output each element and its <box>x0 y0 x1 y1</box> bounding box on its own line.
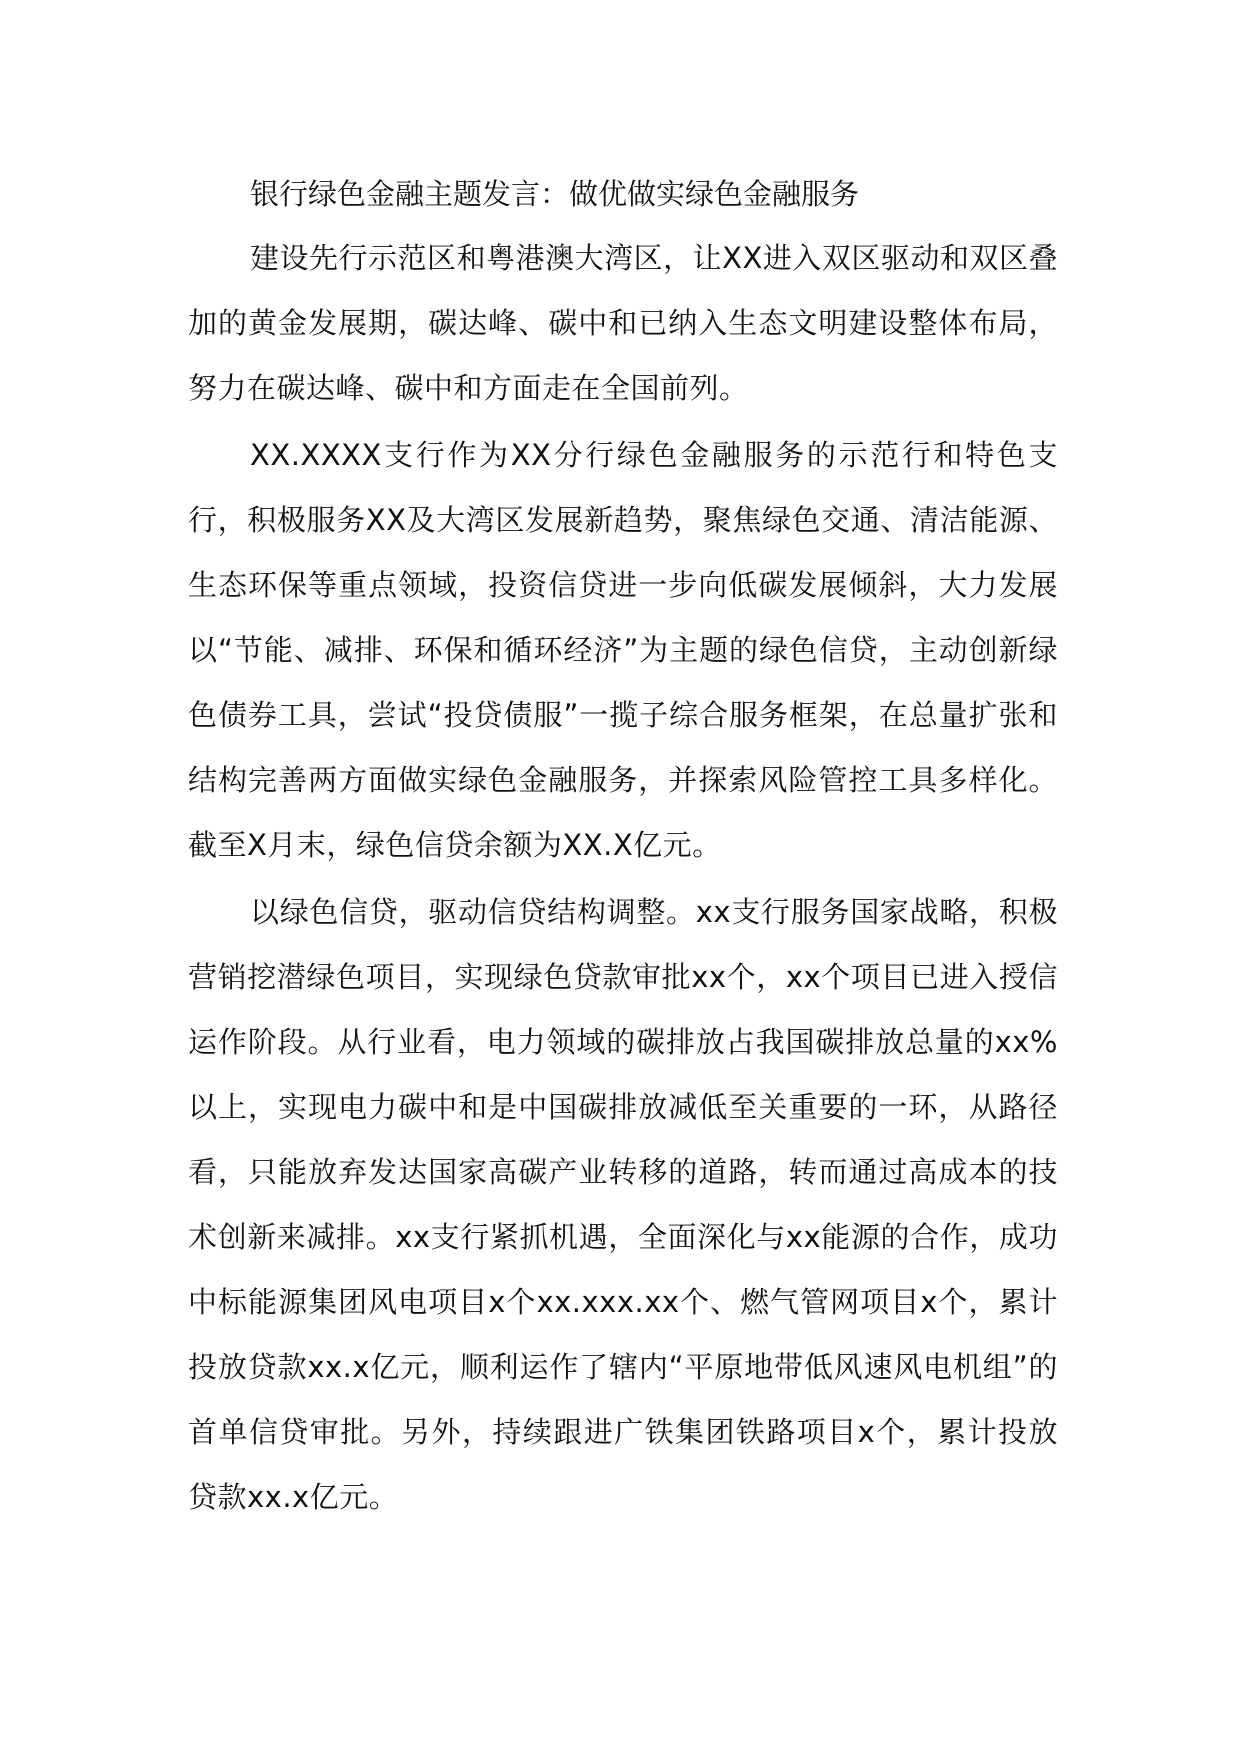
paragraph-branch-overview: XX.XXXX支行作为XX分行绿色金融服务的示范行和特色支行，积极服务XX及大湾区发展新趋势，聚焦绿色交通、清洁能源、生态环保等重点领域，投资信贷进一步向低碳发展倾斜，大力发展以“节能、减排、环保和循环经济”为主题的绿色信贷，主动创新绿色债券工具，尝试“投贷债服”一揽子综合服务框架，在总量扩张和结构完善两方面做实绿色金融服务，并探索风险管控工具多样化。截至X月末，绿色信贷余额为XX.X亿元。 <box>188 438 1058 862</box>
paragraph-intro: 建设先行示范区和粤港澳大湾区，让XX进入双区驱动和双区叠加的黄金发展期，碳达峰、碳中和已纳入生态文明建设整体布局，努力在碳达峰、碳中和方面走在全国前列。 <box>188 241 1058 405</box>
document-title: 银行绿色金融主题发言：做优做实绿色金融服务 <box>250 177 860 211</box>
paragraph-green-credit: 以绿色信贷，驱动信贷结构调整。xx支行服务国家战略，积极营销挖潜绿色项目，实现绿色贷款审批xx个，xx个项目已进入授信运作阶段。从行业看，电力领域的碳排放占我国碳排放总量的xx%以上，实现电力碳中和是中国碳排放减低至关重要的一环，从路径看，只能放弃发达国家高碳产业转移的道路，转而通过高成本的技术创新来减排。xx支行紧抓机遇，全面深化与xx能源的合作，成功中标能源集团风电项目x个xx.xxx.xx个、燃气管网项目x个，累计投放贷款xx.x亿元，顺利运作了辖内“平原地带低风速风电机组”的首单信贷审批。另外，持续跟进广铁集团铁路项目x个，累计投放贷款xx.x亿元。 <box>188 895 1058 1514</box>
document-body <box>188 170 1058 1532</box>
